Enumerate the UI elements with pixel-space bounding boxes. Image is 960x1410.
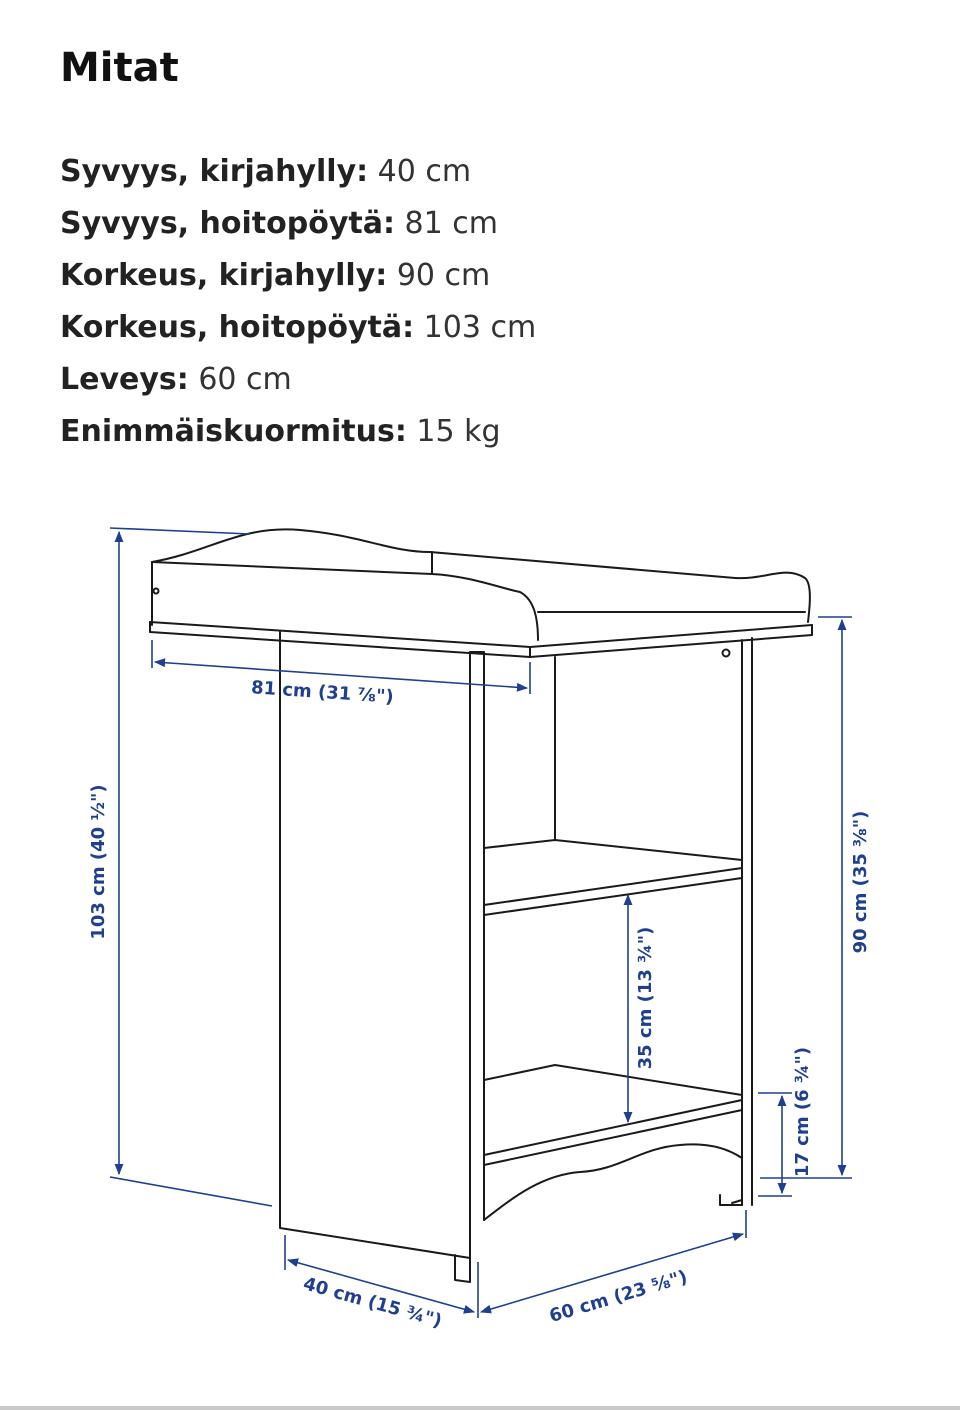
spec-label: Enimmäiskuormitus: xyxy=(60,414,407,449)
dimension-label-90cm: 90 cm (35 ⅜") xyxy=(850,810,871,954)
spec-label: Leveys: xyxy=(60,362,189,397)
spec-row-max-load xyxy=(60,406,536,458)
spec-list xyxy=(60,146,536,458)
spec-value: 81 cm xyxy=(404,206,498,241)
dimension-label-17cm: 17 cm (6 ¾") xyxy=(792,1046,813,1178)
spec-value: 90 cm xyxy=(396,258,491,293)
spec-label: Syvyys, hoitopöytä: xyxy=(60,206,395,241)
dimension-17cm xyxy=(758,1093,792,1196)
changing-table-drawing xyxy=(150,529,812,1282)
spec-value: 15 kg xyxy=(416,414,501,449)
spec-value: 40 cm xyxy=(377,154,472,189)
page-title: Mitat xyxy=(60,45,179,91)
spec-value: 103 cm xyxy=(423,310,537,345)
spec-label: Korkeus, kirjahylly: xyxy=(60,258,388,293)
dimension-103cm xyxy=(110,528,272,1206)
dimension-label-81cm: 81 cm (31 ⅞") xyxy=(250,677,395,708)
dimension-label-40cm: 40 cm (15 ¾") xyxy=(300,1273,445,1333)
spec-value: 60 cm xyxy=(198,362,292,397)
dimension-label-60cm: 60 cm (23 ⅝") xyxy=(546,1266,690,1328)
spec-label: Syvyys, kirjahylly: xyxy=(60,154,369,189)
spec-row-height-table xyxy=(60,302,536,354)
dimension-label-103cm: 103 cm (40 ½") xyxy=(88,784,109,940)
spec-label: Korkeus, hoitopöytä: xyxy=(60,310,415,345)
spec-row-width xyxy=(60,354,536,406)
dimension-diagram xyxy=(0,490,960,1400)
spec-row-depth-table xyxy=(60,198,536,250)
bottom-divider xyxy=(0,1406,960,1410)
spec-row-depth-shelf xyxy=(60,146,536,198)
spec-row-height-shelf xyxy=(60,250,536,302)
dimension-label-35cm: 35 cm (13 ¾") xyxy=(635,926,656,1070)
